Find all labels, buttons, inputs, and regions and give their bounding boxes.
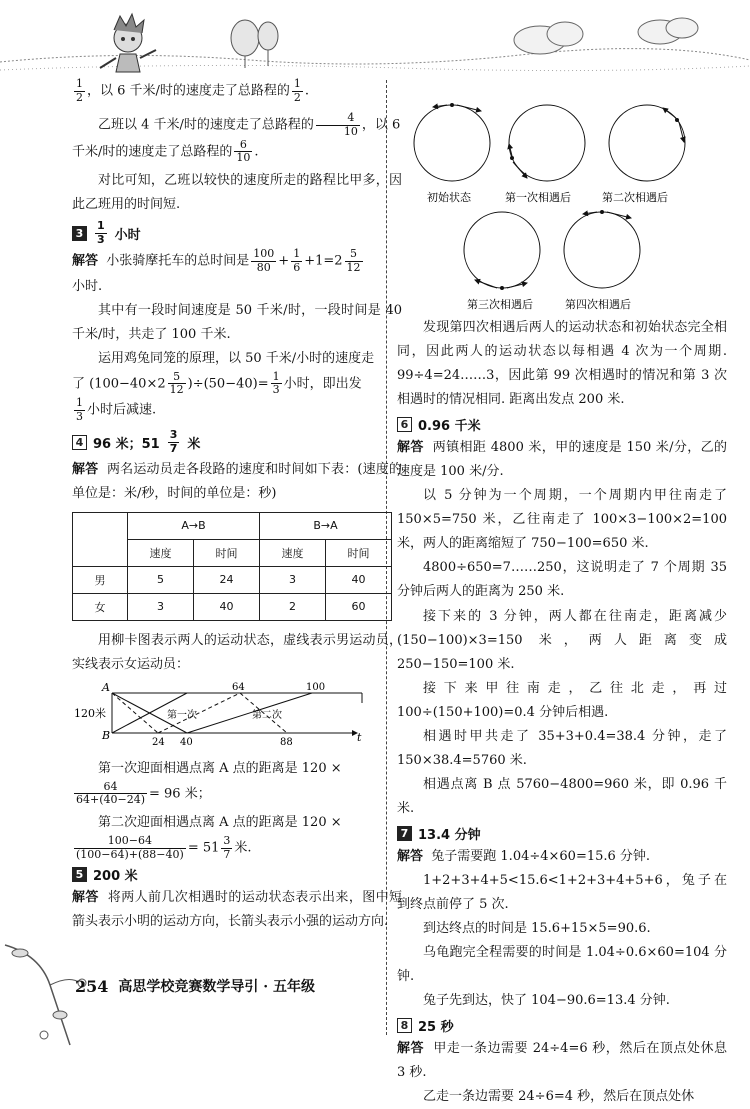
text: = 51: [187, 840, 220, 856]
table-header-cell: A→B: [128, 512, 260, 539]
male-path: [112, 693, 158, 733]
fraction: [316, 112, 360, 138]
paragraph: [72, 886, 402, 934]
circle-state-initial: [414, 103, 490, 204]
table-cell: 40: [194, 593, 260, 620]
book-title: 高思学校竞赛数学导引 · 五年级: [118, 979, 316, 995]
answer-label: 解答: [72, 890, 99, 906]
answer-text: 96 米；51: [93, 436, 160, 452]
paragraph: 兔子先到达，快了 104−90.6=13.4 分钟.: [423, 993, 670, 1009]
table-cell: 2: [260, 593, 326, 620]
numerator: 1: [97, 218, 105, 232]
numerator: 5: [168, 371, 186, 385]
text: 第二次迎面相遇点离 A 点的距离是 120 ×: [98, 815, 342, 831]
text: 小时后减速.: [87, 402, 157, 418]
circle-caption: 第四次相遇后: [565, 298, 631, 310]
paragraph: [72, 397, 402, 423]
fraction: [292, 78, 303, 104]
paragraph: 4800÷650=7……250，这说明走了 7 个周期 35 分钟后两人的距离为 250 米.: [397, 560, 727, 600]
fraction: [74, 835, 186, 861]
paragraph: [72, 781, 402, 807]
fraction: [95, 220, 107, 246]
table-cell: 40: [326, 566, 392, 593]
section-number: 8: [397, 1018, 412, 1033]
tick-label: 100: [306, 681, 326, 693]
denominator: 2: [76, 90, 83, 104]
text: +: [278, 253, 290, 269]
text: 第一次迎面相遇点离 A 点的距离是 120 ×: [98, 760, 342, 776]
text: ，以 6 千米/时的速度走了总路程的: [87, 83, 290, 99]
left-column: [72, 78, 402, 934]
tick-label: 88: [280, 736, 293, 748]
paragraph: [72, 248, 402, 274]
text: 两名运动员走各段路的速度和时间如下表：(速度的单位是：米/秒，时间的单位是：秒): [72, 461, 402, 501]
circle-state-meet4: [564, 210, 640, 310]
paragraph: [397, 845, 727, 869]
paragraph: 乙走一条边需要 24÷6=4 秒，然后在顶点处休: [423, 1089, 695, 1105]
circle-state-meet3: [464, 212, 540, 310]
section-number: 6: [397, 417, 412, 432]
numerator: 64: [74, 781, 147, 795]
paragraph: [72, 112, 402, 138]
table-header-cell: 速度: [128, 539, 194, 566]
denominator: 7: [223, 847, 231, 861]
denominator: 10: [236, 151, 251, 165]
table-header-row: [73, 512, 392, 539]
meeting-label: 第一次: [167, 709, 197, 721]
speed-time-table: [72, 512, 392, 621]
section-8-heading: [397, 1016, 727, 1035]
paragraph: [72, 835, 402, 861]
table-corner-cell: [73, 512, 128, 566]
circle-state-meet1: [505, 105, 585, 204]
page-number: 254: [75, 976, 109, 996]
table-row: [73, 566, 392, 593]
answer-text: 米: [187, 436, 201, 452]
numerator: 1: [293, 247, 301, 261]
paragraph: 发现第四次相遇后两人的运动状态和初始状态完全相同，因此两人的运动状态以每相遇 4 次为一个周期. 99÷4=24……3，因此第 99 次相遇时的情况和第 3 次相遇时的情况相同. 距离出发点 200 米.: [397, 320, 727, 408]
tick-label: 64: [232, 681, 245, 693]
text: 甲走一条边需要 24÷4=6 秒，然后在顶点处休息 3 秒.: [397, 1041, 727, 1081]
paragraph: [72, 371, 402, 397]
paragraph: [72, 458, 402, 506]
circle-caption: 第二次相遇后: [602, 191, 668, 204]
answer-text: 0.96 千米: [418, 419, 481, 435]
table-cell: 24: [194, 566, 260, 593]
numerator: 3: [223, 834, 231, 848]
text: 千米/时的速度走了总路程的: [72, 144, 233, 160]
cloud-icon: [514, 18, 698, 54]
tick-label: 24: [152, 736, 165, 748]
paragraph: [72, 757, 402, 781]
numerator: 1: [272, 369, 280, 383]
section-number: 7: [397, 826, 412, 841]
fraction: [168, 371, 186, 397]
point-a-label: A: [102, 680, 110, 694]
liuka-diagram: [72, 681, 392, 751]
fraction: [74, 781, 147, 807]
numerator: 5: [345, 248, 363, 262]
numerator: 4: [316, 112, 360, 126]
table-cell: 60: [326, 593, 392, 620]
table-header-cell: 时间: [194, 539, 260, 566]
paragraph: [397, 1037, 727, 1085]
circle-state-meet2: [602, 105, 685, 204]
paragraph: [72, 78, 402, 104]
table-header-cell: B→A: [260, 512, 392, 539]
fraction: [291, 248, 302, 274]
denominator: 2: [293, 90, 301, 104]
table-cell: 5: [128, 566, 194, 593]
text: = 96 米；: [149, 786, 211, 802]
circle-caption: 第一次相遇后: [505, 191, 571, 204]
text: .: [304, 83, 310, 99]
denominator: 3: [272, 383, 280, 397]
section-number: 3: [72, 226, 87, 241]
numerator: 100: [253, 247, 275, 261]
text: 乙班以 4 千米/时的速度走了总路程的: [98, 117, 314, 133]
numerator: 3: [169, 428, 178, 442]
denominator: 10: [343, 124, 358, 138]
paragraph: 对比可知，乙班以较快的速度所走的路程比甲多，因此乙班用的时间短.: [72, 172, 402, 212]
paragraph: 用柳卡图表示两人的运动状态，虚线表示男运动员，实线表示女运动员：: [72, 632, 402, 672]
paragraph: 接下来甲往南走，乙往北走，再过 100÷(150+100)=0.4 分钟后相遇.: [397, 680, 727, 720]
answer-label: 解答: [397, 848, 424, 864]
text: 两镇相距 4800 米，甲的速度是 150 米/分，乙的速度是 100 米/分.: [397, 440, 727, 480]
meeting-label: 第二次: [252, 709, 282, 721]
text: 米.: [234, 840, 252, 856]
section-7-heading: [397, 824, 727, 843]
denominator: 3: [76, 409, 83, 423]
text: 小时，即出发: [283, 376, 362, 392]
section-number: 4: [72, 435, 87, 450]
paragraph: [72, 811, 402, 835]
section-6-heading: [397, 415, 727, 434]
header-banner: [0, 0, 750, 82]
fraction: [234, 139, 252, 165]
answer-text: 小时: [114, 227, 141, 243]
denominator: 12: [169, 383, 184, 397]
right-column: [397, 78, 727, 1109]
text: .: [254, 144, 259, 160]
denominator: 7: [169, 441, 178, 455]
section-number: 5: [72, 867, 87, 882]
numerator: 100−64: [74, 835, 186, 849]
denominator: 80: [256, 260, 271, 274]
female-path: [187, 693, 312, 733]
denominator: (100−64)+(88−40): [76, 847, 184, 861]
numerator: 1: [76, 77, 83, 90]
paragraph: 相遇时甲共走了 35+3+0.4=38.4 分钟，走了 150×38.4=5760 米.: [397, 728, 727, 768]
answer-label: 解答: [397, 1041, 425, 1057]
table-header-cell: 速度: [260, 539, 326, 566]
section-5-heading: [72, 865, 402, 884]
section-4-heading: [72, 429, 402, 455]
fraction: [74, 397, 85, 423]
paragraph: [397, 436, 727, 484]
tree-icon: [231, 20, 278, 68]
paragraph: 以 5 分钟为一个周期，一个周期内甲往南走了 150×5=750 米，乙往南走了 100×3−100×2=100 米，两人的距离缩短了 750−100=650 米.: [397, 488, 727, 552]
fraction: [221, 835, 232, 861]
point-b-label: B: [102, 728, 111, 742]
cartoon-boy-icon: [100, 14, 156, 72]
answer-text: 25 秒: [418, 1020, 454, 1036]
paragraph: 小时.: [72, 278, 103, 294]
fraction: [168, 429, 180, 455]
numerator: 1: [293, 77, 301, 90]
table-header-cell: 时间: [326, 539, 392, 566]
fraction: [271, 371, 282, 397]
paragraph: 其中有一段时间速度是 50 千米/时，一段时间是 40 千米/时，共走了 100 千米.: [72, 302, 402, 342]
page-footer: [75, 976, 315, 996]
denominator: 64+(40−24): [76, 793, 146, 807]
text: )÷(50−40)=: [187, 376, 269, 392]
tick-label: 40: [180, 736, 193, 748]
paragraph: 相遇点离 B 点 5760−4800=960 米，即 0.96 千米.: [397, 776, 727, 816]
table-cell: 3: [128, 593, 194, 620]
paragraph: 到达终点的时间是 15.6+15×5=90.6.: [423, 921, 651, 937]
numerator: 1: [76, 395, 83, 409]
table-row: [73, 593, 392, 620]
time-axis-label: t: [357, 730, 362, 744]
circle-states-diagram: [397, 78, 727, 310]
paragraph: 运用鸡兔同笼的原理，以 50 千米/小时的速度走: [98, 350, 375, 366]
circle-caption: 初始状态: [427, 191, 471, 204]
answer-text: 13.4 分钟: [418, 827, 481, 843]
denominator: 6: [293, 260, 301, 274]
table-row-label: 女: [73, 593, 128, 620]
numerator: 6: [234, 139, 252, 153]
distance-label: 120米: [74, 706, 106, 720]
answer-label: 解答: [72, 253, 99, 269]
paragraph: [72, 139, 402, 165]
paragraph: 乌龟跑完全程需要的时间是 1.04÷0.6×60=104 分钟.: [397, 945, 727, 985]
text: ，以 6: [361, 117, 401, 133]
fraction: [345, 248, 363, 274]
text: 兔子需要跑 1.04÷4×60=15.6 分钟.: [431, 848, 651, 864]
fraction: [251, 248, 276, 274]
table-row-label: 男: [73, 566, 128, 593]
denominator: 12: [346, 260, 361, 274]
denominator: 3: [97, 232, 105, 246]
paragraph: 1+2+3+4+5<15.6<1+2+3+4+5+6，兔子在到终点前停了 5 次.: [397, 872, 727, 913]
circle-caption: 第三次相遇后: [467, 298, 533, 310]
answer-text: 200 米: [93, 869, 138, 885]
answer-label: 解答: [72, 461, 99, 477]
paragraph: 接下来的 3 分钟，两人都在往南走，距离减少 (150−100)×3=150 米，两人距离变成 250−150=100 米.: [397, 608, 727, 672]
section-3-heading: [72, 220, 402, 246]
text: 小张骑摩托车的总时间是: [106, 253, 250, 269]
text: 将两人前几次相遇时的运动状态表示出来，图中短箭头表示小明的运动方向，长箭头表示小强的运动方向.: [72, 890, 402, 930]
table-cell: 3: [260, 566, 326, 593]
answer-label: 解答: [397, 440, 424, 456]
text: 了 (100−40×2: [72, 376, 166, 392]
text: +1=2: [304, 253, 343, 269]
fraction: [74, 78, 85, 104]
